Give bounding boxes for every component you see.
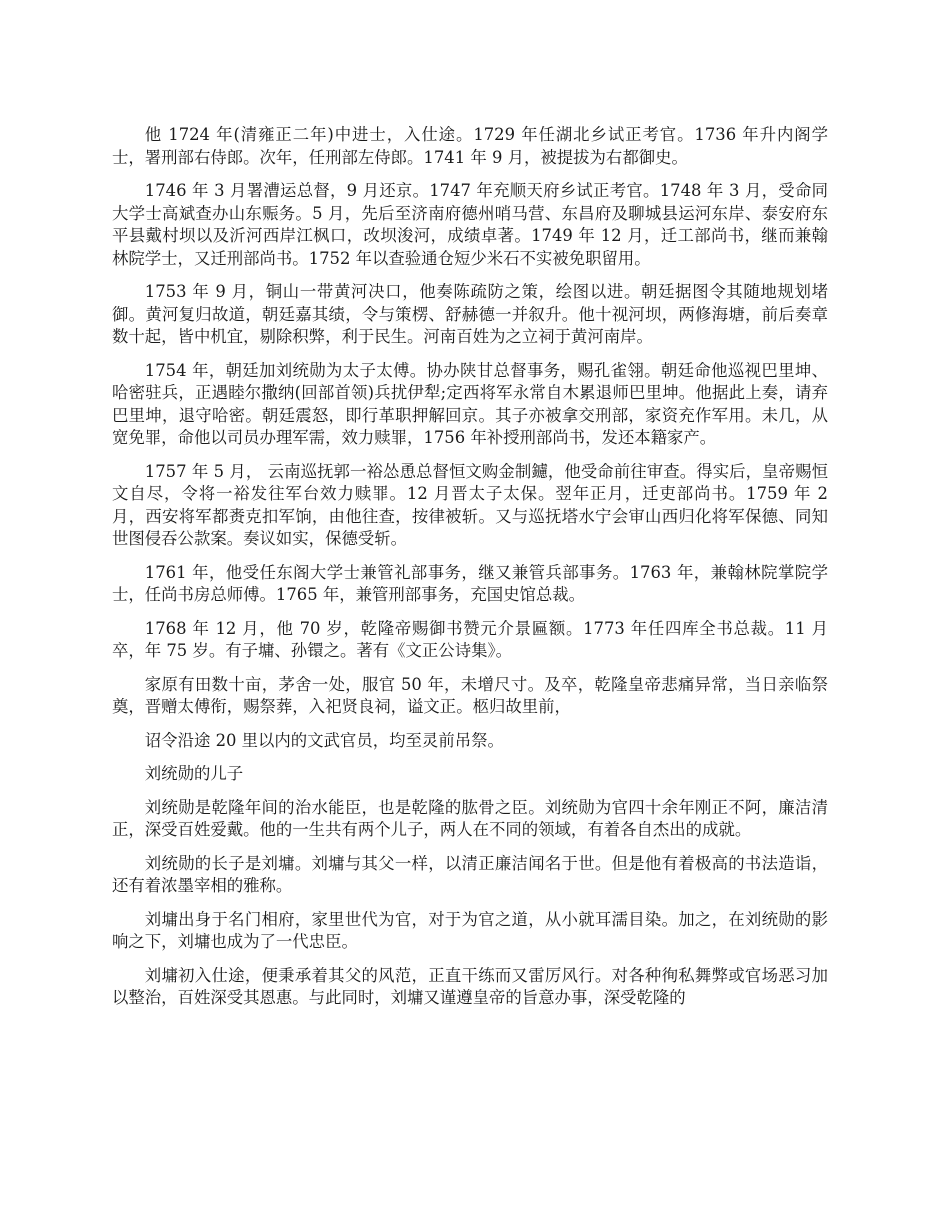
paragraph: 1761 年，他受任东阁大学士兼管礼部事务，继又兼管兵部事务。1763 年，兼翰林院掌院学士，任尚书房总师傅。1765 年，兼管刑部事务，充国史馆总裁。 (112, 562, 828, 604)
paragraph: 刘统勋的长子是刘墉。刘墉与其父一样，以清正廉洁闻名于世。但是他有着极高的书法造诣，还有着浓墨宰相的雅称。 (112, 853, 828, 895)
paragraph: 刘墉出身于名门相府，家里世代为官，对于为官之道，从小就耳濡目染。加之，在刘统勋的影响之下，刘墉也成为了一代忠臣。 (112, 909, 828, 951)
paragraph: 诏令沿途 20 里以内的文武官员，均至灵前吊祭。 (144, 730, 504, 750)
paragraph: 刘统勋是乾隆年间的治水能臣，也是乾隆的肱骨之臣。刘统勋为官四十余年刚正不阿，廉洁清正，深受百姓爱戴。他的一生共有两个儿子，两人在不同的领域，有着各自杰出的成就。 (112, 797, 828, 839)
paragraph: 他 1724 年(清雍正二年)中进士，入仕途。1729 年任湖北乡试正考官。1736 年升内阁学士，署刑部右侍郎。次年，任刑部左侍郎。1741 年 9 月，被提拔为右都御史。 (112, 125, 828, 167)
document-body (112, 124, 828, 1021)
paragraph: 1746 年 3 月署漕运总督，9 月还京。1747 年充顺天府乡试正考官。1748 年 3 月，受命同大学士高斌查办山东赈务。5 月，先后至济南府德州哨马营、东昌府及聊城县运河东岸、泰安府东平县戴村坝以及沂河西岸江枫口，改坝浚河，成绩卓著。1749 年 12 月，迁工部尚书，继而兼翰林院学士，又迁刑部尚书。1752 年以查验通仓短少米石不实被免职留用。 (112, 181, 828, 268)
paragraph: 刘墉初入仕途，便秉承着其父的风范，正直干练而又雷厉风行。对各种徇私舞弊或官场恶习加以整治，百姓深受其恩惠。与此同时，刘墉又谨遵皇帝的旨意办事，深受乾隆的 (112, 965, 828, 1007)
paragraph: 家原有田数十亩，茅舍一处，服官 50 年，未增尺寸。及卒，乾隆皇帝悲痛异常，当日亲临祭奠，晋赠太傅衔，赐祭葬，入祀贤良祠，谥文正。柩归故里前， (112, 674, 828, 716)
paragraph: 1754 年，朝廷加刘统勋为太子太傅。协办陕甘总督事务，赐孔雀翎。朝廷命他巡视巴里坤、哈密驻兵，正遇睦尔撒纳(回部首领)兵扰伊犁;定西将军永常自木累退师巴里坤。他据此上奏，请弃巴里坤，退守哈密。朝廷震怒，即行革职押解回京。其子亦被拿交刑部，家资充作军用。未几，从宽免罪，命他以司员办理军需，效力赎罪，1756 年补授刑部尚书，发还本籍家产。 (112, 360, 828, 447)
paragraph: 1757 年 5 月， 云南巡抚郭一裕怂恿总督恒文购金制鑢，他受命前往审查。得实后，皇帝赐恒文自尽，令将一裕发往军台效力赎罪。12 月晋太子太保。翌年正月，迁吏部尚书。1759 年 2 月，西安将军都赉克扣军饷，由他往查，按律被斩。又与巡抚塔水宁会审山西归化将军保德、同知世图侵吞公款案。奏议如实，保德受斩。 (112, 461, 828, 548)
paragraph: 1753 年 9 月，铜山一带黄河决口，他奏陈疏防之策，绘图以进。朝廷据图令其随地规划堵御。黄河复归故道，朝廷嘉其绩，令与策楞、舒赫德一并叙升。他十视河坝，两修海塘，前后奏章数十起，皆中机宜，剔除积弊，利于民生。河南百姓为之立祠于黄河南岸。 (112, 282, 828, 346)
paragraph: 1768 年 12 月，他 70 岁，乾隆帝赐御书赞元介景匾额。1773 年任四库全书总裁。11 月卒，年 75 岁。有子墉、孙镮之。著有《文正公诗集》。 (112, 618, 828, 660)
section-heading: 刘统勋的儿子 (144, 764, 244, 783)
